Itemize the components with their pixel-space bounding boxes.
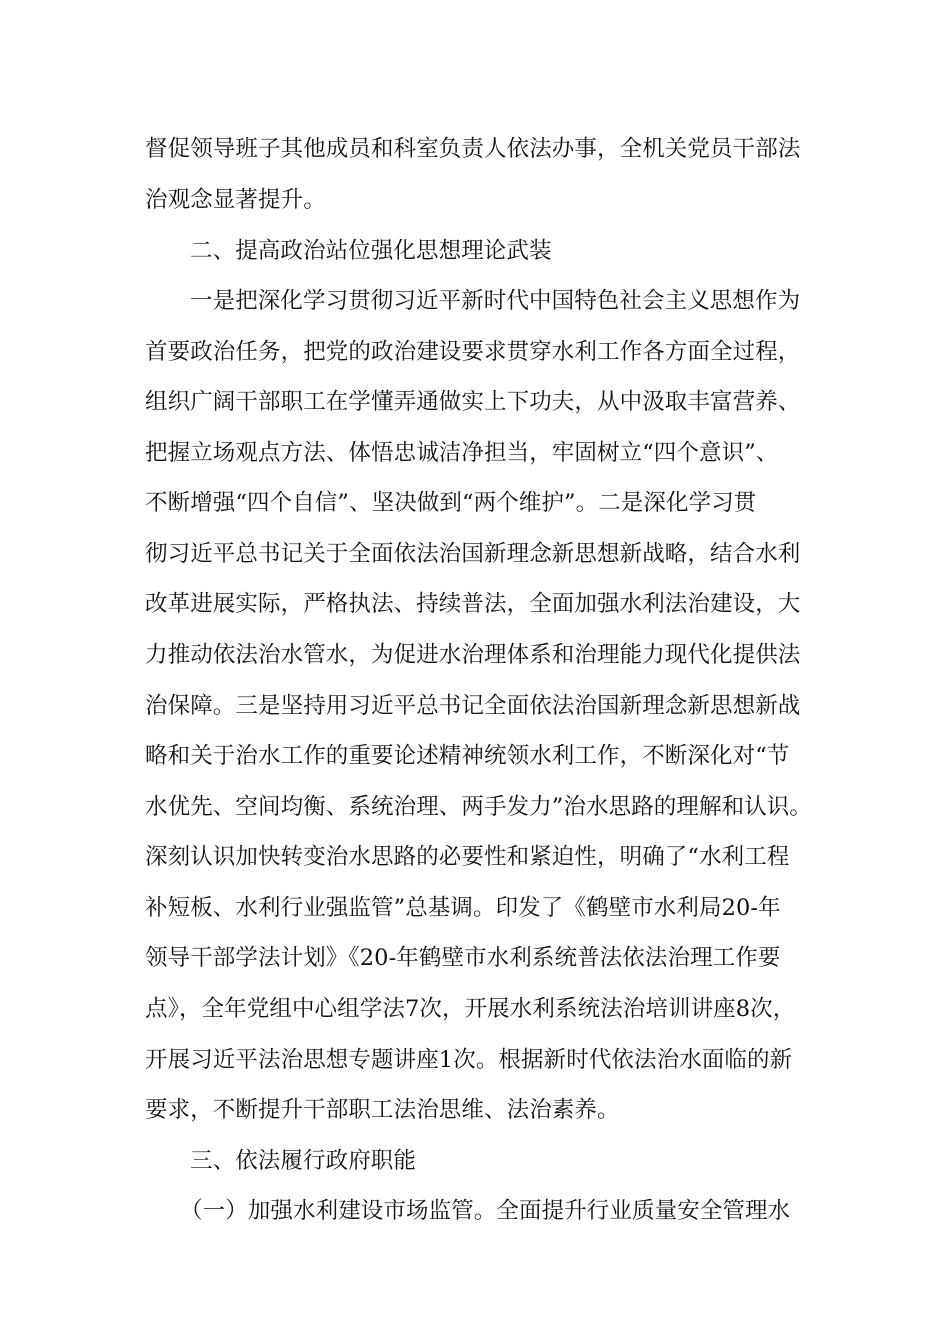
subsection-heading-1: （一）加强水利建设市场监管。全面提升行业质量安全管理水 [180, 1198, 791, 1224]
paragraph-line: 首要政治任务，把党的政治建设要求贯穿水利工作各方面全过程， [145, 339, 801, 365]
paragraph-line: 水优先、空间均衡、系统治理、两手发力”治水思路的理解和认识。 [145, 794, 813, 820]
paragraph-line: 深刻认识加快转变治水思路的必要性和紧迫性，明确了“水利工程 [145, 844, 790, 870]
paragraph-line: 督促领导班子其他成员和科室负责人依法办事，全机关党员干部法 [145, 136, 801, 162]
paragraph-line: 彻习近平总书记关于全面依法治国新理念新思想新战略，结合水利 [145, 541, 801, 567]
paragraph-line: 要求，不断提升干部职工法治思维、法治素养。 [145, 1097, 620, 1123]
paragraph-line: 组织广阔干部职工在学懂弄通做实上下功夫，从中汲取丰富营养、 [145, 389, 801, 415]
paragraph-line: 改革进展实际，严格执法、持续普法，全面加强水利法治建设，大 [145, 591, 801, 617]
paragraph-line: 一是把深化学习贯彻习近平新时代中国特色社会主义思想作为 [190, 288, 801, 314]
section-heading-3: 三、依法履行政府职能 [190, 1148, 417, 1174]
paragraph-line: 治观念显著提升。 [145, 187, 326, 213]
paragraph-line: 领导干部学法计划》《20-年鹤壁市水利系统普法依法治理工作要 [145, 945, 781, 971]
paragraph-line: 把握立场观点方法、体悟忠诚洁净担当，牢固树立“四个意识”、 [145, 440, 779, 466]
paragraph-line: 治保障。三是坚持用习近平总书记全面依法治国新理念新思想新战 [145, 693, 801, 719]
paragraph-line: 点》，全年党组中心组学法7次，开展水利系统法治培训讲座8次， [145, 996, 796, 1022]
section-heading-2: 二、提高政治站位强化思想理论武装 [190, 238, 552, 264]
paragraph-line: 开展习近平法治思想专题讲座1次。根据新时代依法治水面临的新 [145, 1047, 793, 1073]
paragraph-line: 力推动依法治水管水，为促进水治理体系和治理能力现代化提供法 [145, 642, 801, 668]
paragraph-line: 略和关于治水工作的重要论述精神统领水利工作，不断深化对“节 [145, 743, 790, 769]
paragraph-line: 补短板、水利行业强监管”总基调。印发了《鹤壁市水利局20-年 [145, 895, 781, 921]
paragraph-line: 不断增强“四个自信”、坚决做到“两个维护”。二是深化学习贯 [145, 490, 757, 516]
